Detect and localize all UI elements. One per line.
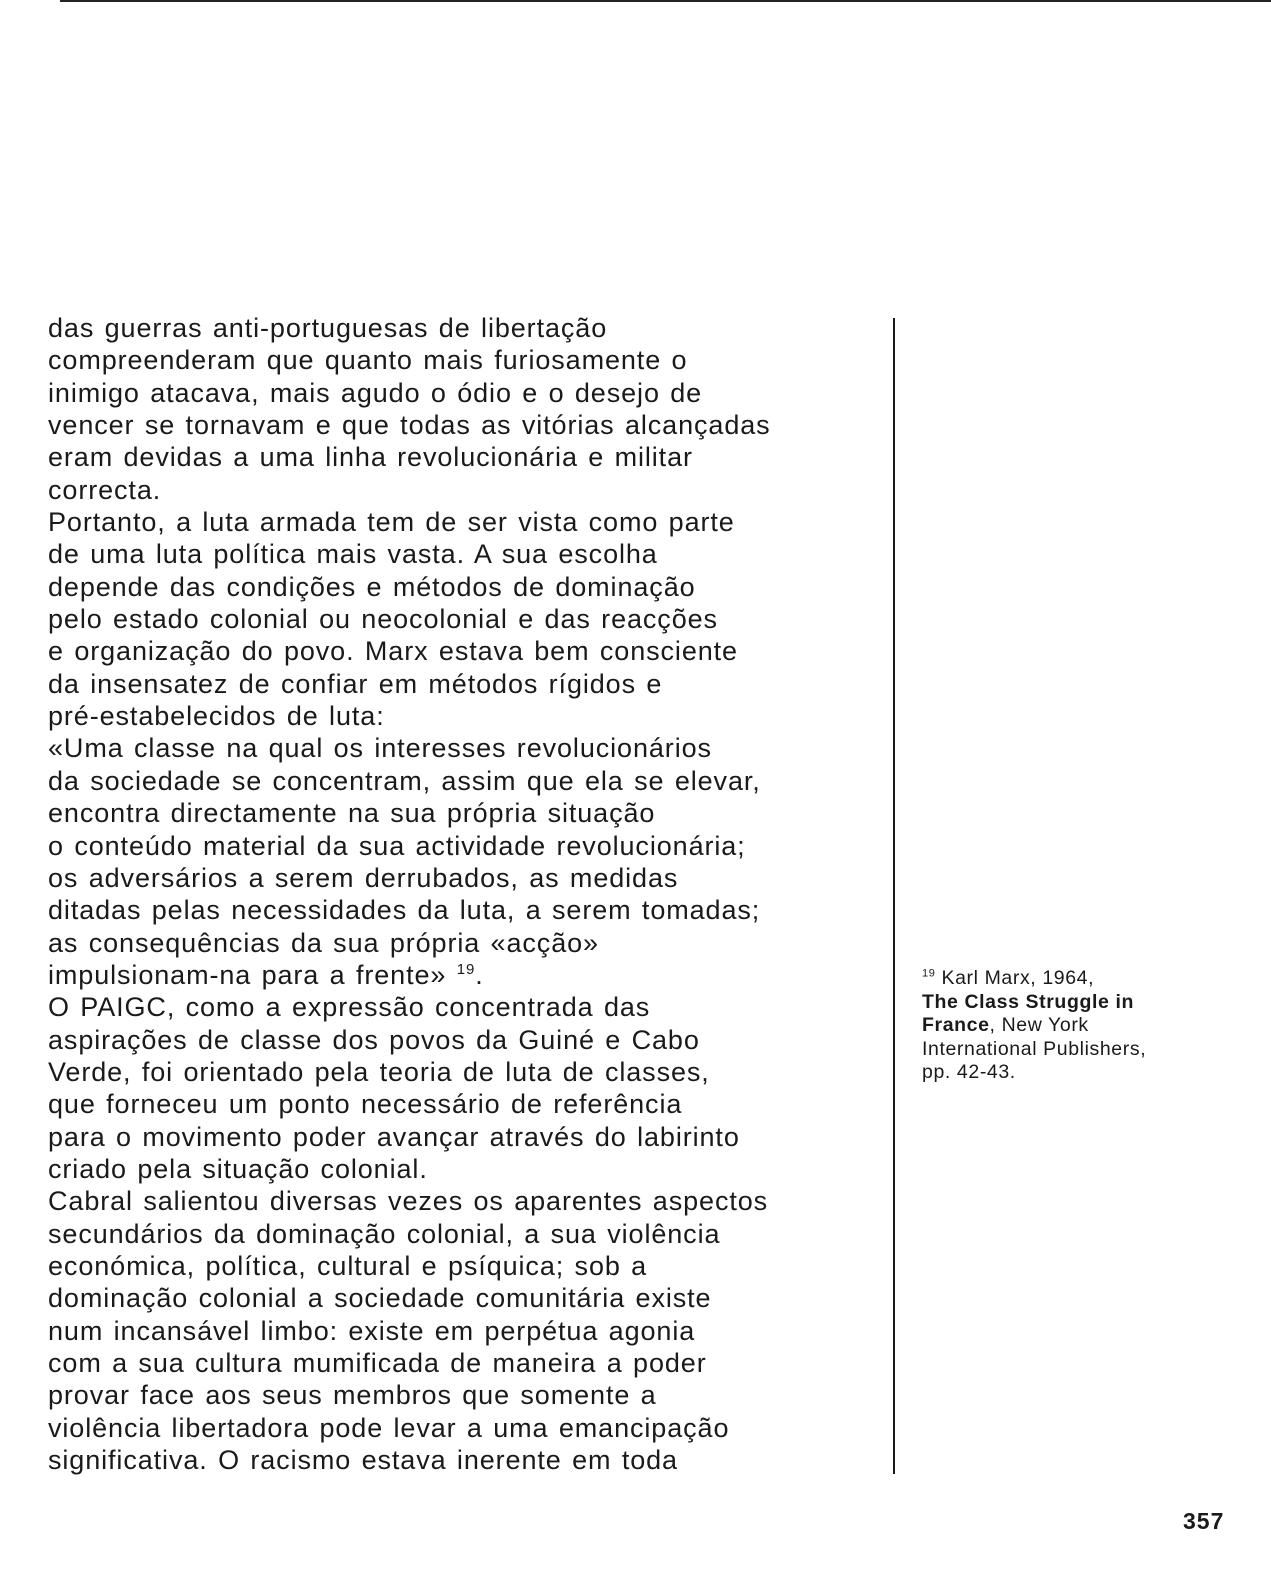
body-line: de uma luta política mais vasta. A sua escolha <box>48 539 658 570</box>
footnote-pages: pp. 42-43. <box>922 1061 1016 1083</box>
footnote-title-line <box>922 991 1242 1015</box>
body-line: vencer se tornavam e que todas as vitórias alcançadas <box>48 410 771 441</box>
body-line: «Uma classe na qual os interesses revolucionários <box>48 733 712 764</box>
footnote-ref-period: . <box>475 959 484 990</box>
body-line: O PAIGC, como a expressão concentrada das <box>48 992 651 1023</box>
body-line: económica, política, cultural e psíquica; sob a <box>48 1250 648 1281</box>
body-line: pré-estabelecidos de luta: <box>48 701 385 732</box>
footnote-title-end: France <box>922 1014 990 1036</box>
body-line: Verde, foi orientado pela teoria de luta de classes, <box>48 1056 710 1087</box>
footnote-place: , New York <box>989 1014 1089 1036</box>
main-text-column <box>48 312 898 1476</box>
body-line: o conteúdo material da sua actividade revolucionária; <box>48 830 746 861</box>
column-divider <box>893 318 895 1474</box>
top-rule <box>60 0 1271 2</box>
footnote-reference[interactable]: 19 <box>456 960 476 978</box>
body-line: e organização do povo. Marx estava bem consciente <box>48 636 738 667</box>
body-line: provar face aos seus membros que somente a <box>48 1380 657 1411</box>
body-line: da sociedade se concentram, assim que ela se elevar, <box>48 765 761 796</box>
body-line: violência libertadora pode levar a uma emancipação <box>48 1412 730 1443</box>
footnote-line <box>922 1014 1242 1038</box>
body-line-text: impulsionam-na para a frente» <box>48 959 447 990</box>
body-line: inimigo atacava, mais agudo o ódio e o desejo de <box>48 377 703 408</box>
body-line: da insensatez de confiar em métodos rígidos e <box>48 668 663 699</box>
footnote-publisher: International Publishers, <box>922 1037 1147 1060</box>
body-line: ditadas pelas necessidades da luta, a serem tomadas; <box>48 895 761 926</box>
body-line: eram devidas a uma linha revolucionária e militar <box>48 442 693 473</box>
footnote-number: 19 <box>922 967 936 980</box>
body-line: secundários da dominação colonial, a sua violência <box>48 1218 721 1249</box>
body-line-with-footnote-ref <box>48 959 898 991</box>
body-line: num incansável limbo: existe em perpétua agonia <box>48 1315 696 1346</box>
body-line: Portanto, a luta armada tem de ser vista como parte <box>48 507 735 538</box>
footnote-line <box>922 967 1242 991</box>
body-line: aspirações de classe dos povos da Guiné e Cabo <box>48 1024 700 1055</box>
body-line: significativa. O racismo estava inerente em toda <box>48 1445 678 1476</box>
body-line: depende das condições e métodos de dominação <box>48 571 696 602</box>
body-line: correcta. <box>48 474 162 505</box>
body-line: pelo estado colonial ou neocolonial e das reacções <box>48 604 718 635</box>
body-line: compreenderam que quanto mais furiosamente o <box>48 345 688 376</box>
body-line: as consequências da sua própria «acção» <box>48 927 599 958</box>
body-line: com a sua cultura mumificada de maneira a poder <box>48 1348 707 1378</box>
body-line: das guerras anti-portuguesas de libertação <box>48 313 608 343</box>
body-line: Cabral salientou diversas vezes os aparentes aspectos <box>48 1186 769 1217</box>
body-line: encontra directamente na sua própria situação <box>48 798 656 829</box>
footnote <box>922 967 1242 1085</box>
body-line: que forneceu um ponto necessário de referência <box>48 1089 683 1120</box>
footnote-author-year: Karl Marx, 1964, <box>941 967 1095 989</box>
page-number: 357 <box>1183 1508 1225 1534</box>
body-line: para o movimento poder avançar através do labirinto <box>48 1121 740 1152</box>
body-line: criado pela situação colonial. <box>48 1153 428 1184</box>
footnote-title: The Class Struggle in <box>922 990 1134 1013</box>
body-line: os adversários a serem derrubados, as medidas <box>48 862 679 893</box>
body-line: dominação colonial a sociedade comunitária existe <box>48 1283 712 1314</box>
